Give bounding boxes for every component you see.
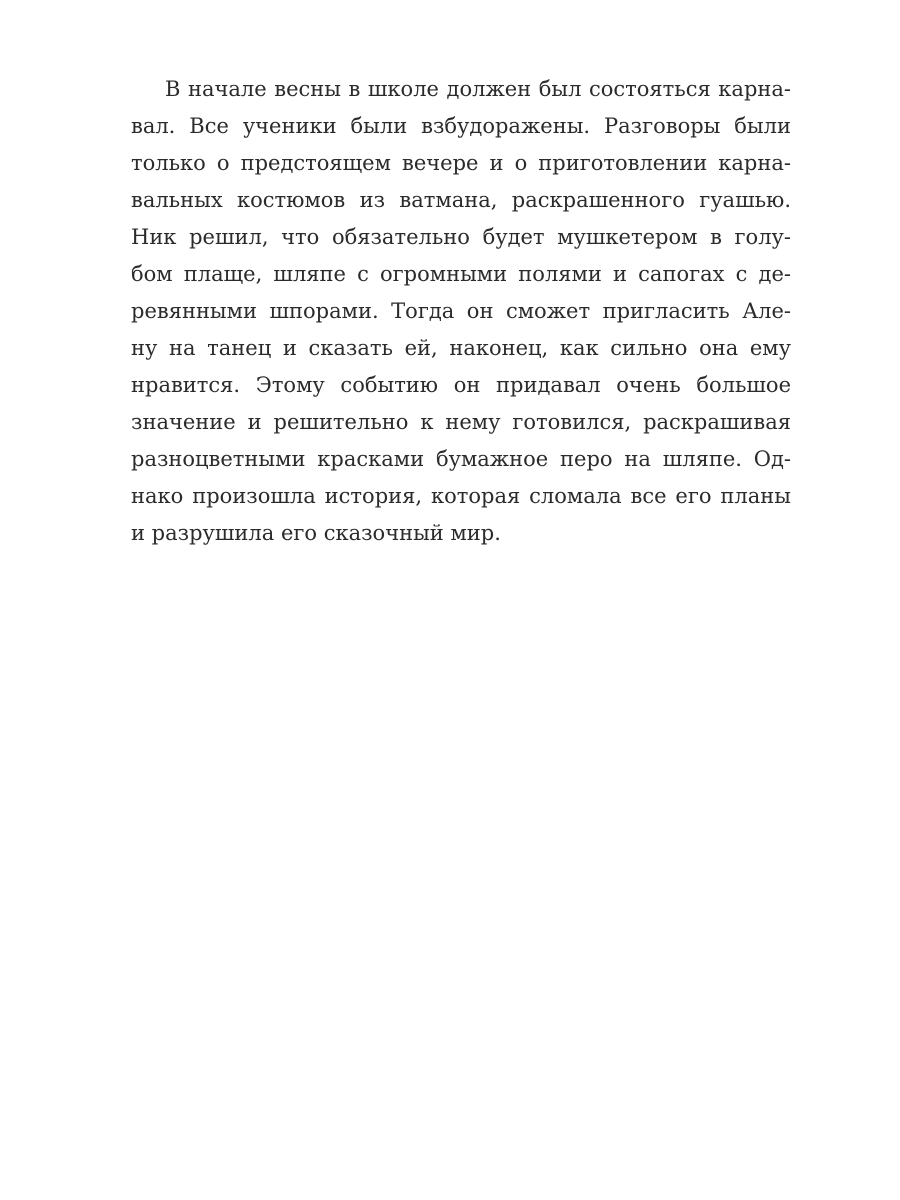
paragraph-line-9: нравится. Этому событию он придавал очень большое	[131, 373, 791, 397]
paragraph-line-4: вальных костюмов из ватмана, раскрашенного гуашью.	[131, 188, 791, 212]
paragraph-line-2: вал. Все ученики были взбудоражены. Разговоры были	[131, 114, 791, 138]
paragraph-line-1: В начале весны в школе должен был состояться карна-	[165, 77, 791, 101]
paragraph-line-5: Ник решил, что обязательно будет мушкетером в голу-	[131, 225, 791, 249]
paragraph-line-6: бом плаще, шляпе с огромными полями и сапогах с де-	[131, 262, 791, 286]
paragraph-line-10: значение и решительно к нему готовился, раскрашивая	[131, 410, 791, 434]
paragraph-line-8: ну на танец и сказать ей, наконец, как сильно она ему	[131, 336, 791, 360]
paragraph-line-11: разноцветными красками бумажное перо на шляпе. Од-	[131, 447, 791, 471]
paragraph-line-12: нако произошла история, которая сломала все его планы	[131, 484, 791, 508]
body-paragraph	[131, 71, 791, 552]
paragraph-line-13: и разрушила его сказочный мир.	[131, 521, 501, 545]
paragraph-line-7: ревянными шпорами. Тогда он сможет пригласить Але-	[131, 299, 791, 323]
paragraph-line-3: только о предстоящем вечере и о приготовлении карна-	[131, 151, 791, 175]
